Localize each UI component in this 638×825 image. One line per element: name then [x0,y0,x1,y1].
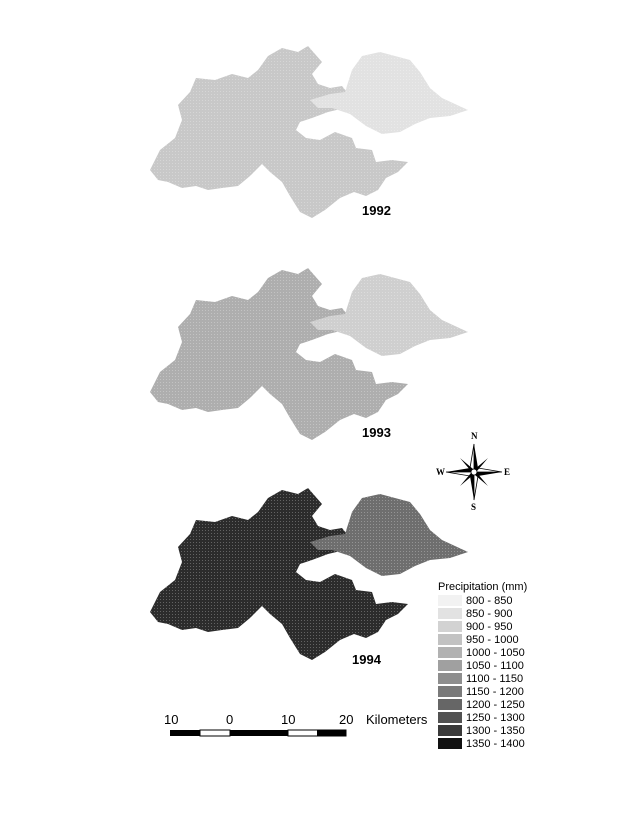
map-year-label: 1994 [352,652,381,667]
precipitation-map-1993 [150,268,468,440]
legend-swatch [438,673,462,684]
legend-item [438,633,519,646]
legend-swatch [438,686,462,697]
legend-label: 1250 - 1300 [466,711,525,724]
scale-label: 20 [339,712,354,727]
legend-label: 950 - 1000 [466,633,519,646]
scale-bar-segment [170,730,200,736]
legend-label: 1050 - 1100 [466,659,524,672]
scale-bar-segment [230,730,288,736]
legend-label: 1100 - 1150 [466,672,524,685]
precipitation-map-1992 [150,46,468,218]
legend-label: 900 - 950 [466,620,513,633]
legend-item [438,607,512,620]
legend-swatch [438,738,462,749]
legend-item [438,711,525,724]
legend-item [438,672,523,685]
legend-swatch [438,660,462,671]
compass-north-label: N [471,431,478,441]
legend-swatch [438,595,462,606]
basin-texture [150,488,468,660]
legend-label: 1350 - 1400 [466,737,525,750]
scale-label: 0 [226,712,234,727]
compass-east-label: E [504,467,511,477]
scale-bar-segment [317,730,346,736]
legend-label: 1000 - 1050 [466,646,525,659]
legend-swatch [438,699,462,710]
legend-label: 1150 - 1200 [466,685,524,698]
scale-label: 10 [281,712,296,727]
legend-item [438,698,525,711]
legend-item [438,737,525,750]
legend-swatch [438,608,462,619]
scale-bar [170,730,346,736]
compass-rose-icon [446,444,502,500]
legend-item [438,594,512,607]
legend-swatch [438,647,462,658]
basin-texture [150,46,468,218]
legend-label: 1300 - 1350 [466,724,525,737]
legend-label: 800 - 850 [466,594,513,607]
legend-label: 1200 - 1250 [466,698,525,711]
legend-item [438,724,525,737]
basin-texture [150,268,468,440]
scale-label: 10 [164,712,179,727]
compass-west-label: W [436,467,445,477]
legend-item [438,620,512,633]
legend-item [438,685,524,698]
legend-swatch [438,725,462,736]
precipitation-map-1994 [150,488,468,660]
map-year-label: 1993 [362,425,391,440]
legend-item [438,659,524,672]
compass-south-label: S [471,502,477,512]
legend-swatch [438,712,462,723]
scale-bar-segment [200,730,230,736]
legend-swatch [438,634,462,645]
legend-label: 850 - 900 [466,607,513,620]
legend-item [438,646,525,659]
legend-swatch [438,621,462,632]
scale-unit-label: Kilometers [366,712,428,727]
map-year-label: 1992 [362,203,391,218]
legend-title: Precipitation (mm) [438,581,528,593]
